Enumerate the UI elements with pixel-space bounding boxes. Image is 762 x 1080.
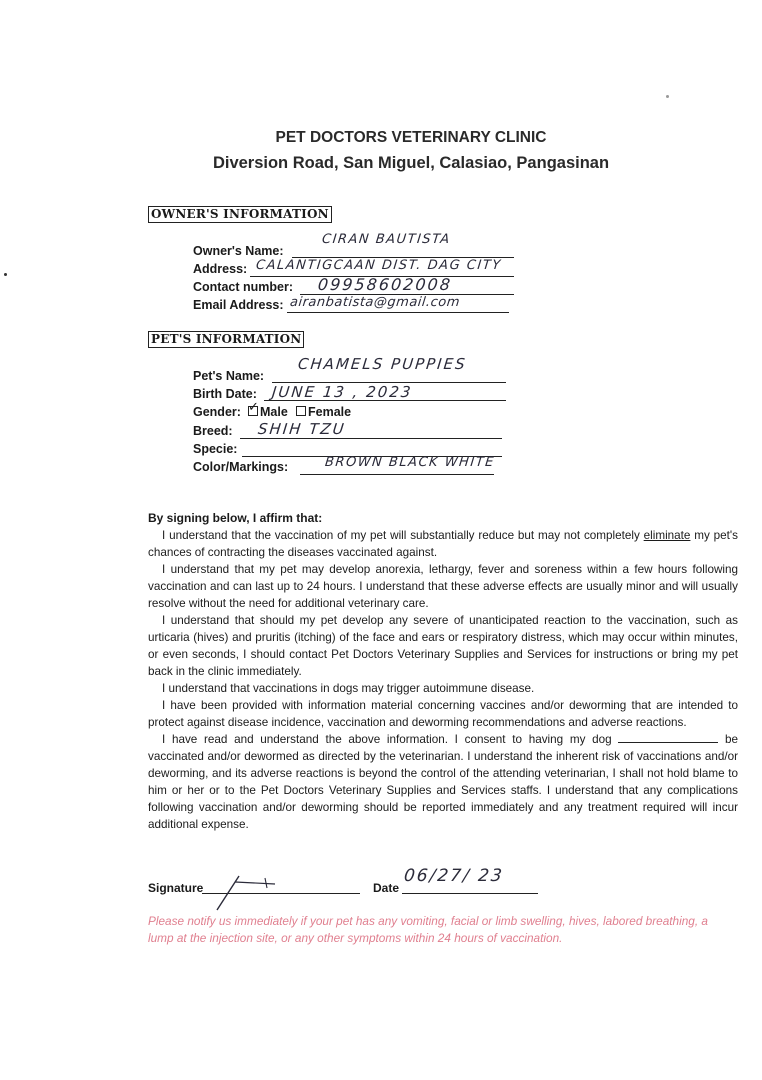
contact-label: Contact number:: [193, 280, 293, 294]
color-markings-value: BROWN BLACK WHITE: [324, 455, 496, 470]
female-label: Female: [308, 405, 352, 419]
color-markings-label: Color/Markings:: [193, 460, 289, 474]
p6-text-b: be vaccinated and/or dewormed as directed by the veterinarian. I understand the inherent risk of vaccinations and/or deworming, and its adverse reactions is beyond the control of the attending veterinarian, I shall not hold blame to him or her or to the Pet Doctors Veterinary Supplies and Services staffs. I understand that any complications following vaccination and/or deworming should be reported immediately and any treatment required will incur additional expense.: [148, 733, 739, 831]
address-label: Address:: [193, 262, 248, 276]
post-vaccination-notice: Please notify us immediately if your pet has any vomiting, facial or limb swelling, hives, labored breathing, a lump at the injection site, or any other symptoms within 24 hours of vaccination.: [148, 914, 708, 945]
breed-label: Breed:: [193, 424, 233, 438]
affirm-body: [148, 527, 738, 833]
specie-label: Specie:: [193, 442, 238, 456]
affirm-paragraph-3: I understand that should my pet develop any severe of unanticipated reaction to the vaccination, such as urticaria (hives) and pruritis (itching) of the face and ears or respiratory distress, which may occur within minutes, or even seconds, I should contact Pet Doctors Veterinary Supplies and Services for instructions or bring my pet back in the clinic immediately.: [148, 614, 738, 678]
p1-text-b: my pet's chances of contracting the diseases vaccinated against.: [148, 529, 738, 559]
scan-speck: [666, 95, 669, 98]
address-value: CALANTIGCAAN DIST. DAG CITY: [255, 258, 503, 273]
pet-section-title: PET'S INFORMATION: [148, 331, 304, 348]
date-line[interactable]: [402, 893, 538, 894]
birth-date-label: Birth Date:: [193, 387, 257, 401]
male-label: Male: [260, 405, 288, 419]
pet-name-label: Pet's Name:: [193, 369, 265, 383]
date-value: 06/27/ 23: [402, 866, 505, 886]
affirm-paragraph-5: I have been provided with information material concerning vaccines and/or deworming that are intended to protect against disease incidence, vaccination and deworming recommendations and adverse reactions.: [148, 699, 738, 729]
affirm-paragraph-2: I understand that my pet may develop anorexia, lethargy, fever and soreness within a few hours following vaccination and can last up to 24 hours. I understand that these adverse effects are usually minor and will usually resolve without the need for additional veterinary care.: [148, 563, 738, 610]
female-checkbox[interactable]: [296, 406, 306, 416]
owner-name-value: CIRAN BAUTISTA: [321, 232, 452, 247]
signature-scribble: [205, 872, 285, 912]
checkmark-icon: ✓: [248, 399, 259, 414]
dog-name-blank[interactable]: [618, 731, 718, 743]
birth-date-value: JUNE 13 , 2023: [271, 383, 414, 401]
affirm-paragraph-4: I understand that vaccinations in dogs may trigger autoimmune disease.: [162, 682, 535, 695]
p1-text-a: I understand that the vaccination of my pet will substantially reduce but may not completely: [162, 529, 644, 542]
p1-underlined: eliminate: [643, 529, 691, 542]
color-markings-line[interactable]: [300, 474, 494, 475]
affirm-heading: By signing below, I affirm that:: [148, 511, 323, 525]
clinic-name: PET DOCTORS VETERINARY CLINIC: [275, 129, 547, 146]
contact-value: 09958602008: [317, 275, 453, 294]
breed-line[interactable]: [240, 438, 502, 439]
affirm-paragraph-1: [148, 527, 738, 561]
gender-label: Gender:: [193, 405, 241, 419]
gender-male-option[interactable]: [248, 399, 288, 419]
affirm-paragraph-6: [148, 731, 738, 833]
signature-label: Signature: [148, 881, 204, 895]
breed-value: SHIH TZU: [257, 420, 347, 438]
email-value: airanbatista@gmail.com: [289, 295, 461, 310]
date-label: Date: [373, 881, 400, 895]
pet-name-value: CHAMELS PUPPIES: [297, 355, 468, 373]
email-label: Email Address:: [193, 298, 284, 312]
p6-text-a: I have read and understand the above information. I consent to having my dog: [162, 733, 619, 746]
scan-speck: [4, 273, 7, 276]
owner-name-label: Owner's Name:: [193, 244, 284, 258]
clinic-address: Diversion Road, San Miguel, Calasiao, Pangasinan: [212, 154, 610, 172]
owner-section-title: OWNER'S INFORMATION: [148, 206, 332, 223]
email-line[interactable]: [287, 312, 509, 313]
male-checkbox[interactable]: [248, 399, 259, 416]
gender-female-option[interactable]: [296, 405, 351, 419]
